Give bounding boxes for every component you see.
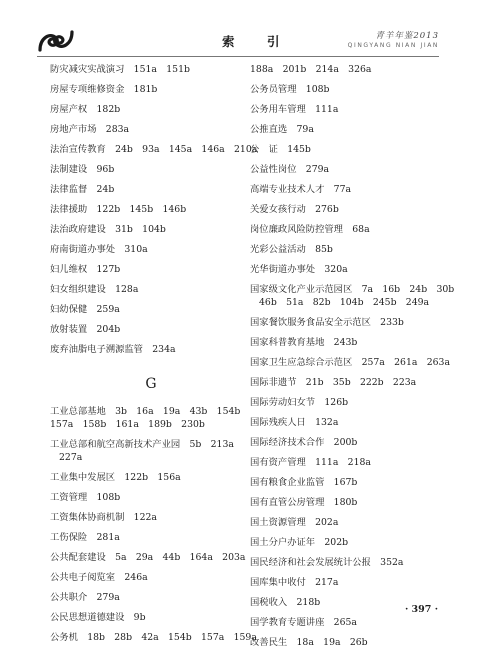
index-column-right bbox=[250, 60, 455, 653]
index-entry: 公务员管理 108b bbox=[250, 84, 330, 96]
index-entry-main: 工业总部基地 3b 16a 19a 43b 154b bbox=[50, 406, 241, 418]
index-entry: 公共配套建设 5a 29a 44b 164a 203a bbox=[50, 552, 246, 564]
index-entry: 公民思想道德建设 9b bbox=[50, 612, 146, 624]
index-entry: 国民经济和社会发展统计公报 352a bbox=[250, 557, 404, 569]
index-entry: 法律援助 122b 145b 146b bbox=[50, 204, 187, 216]
index-entry: 公益性岗位 279a bbox=[250, 164, 330, 176]
index-entry: 妇幼保健 259a bbox=[50, 304, 120, 316]
index-entry: 国际非遗节 21b 35b 222b 223a bbox=[250, 377, 417, 389]
index-entry: 工资集体协商机制 122a bbox=[50, 512, 157, 524]
yearbook-name: 青羊年鉴2013 bbox=[375, 31, 439, 41]
index-entry: 国际经济技术合作 200b bbox=[250, 437, 358, 449]
index-entry: 法制建设 96b bbox=[50, 164, 115, 176]
index-entry: 工资管理 108b bbox=[50, 492, 121, 504]
header-divider bbox=[37, 56, 439, 57]
index-entry: 房屋产权 182b bbox=[50, 104, 121, 116]
index-entry: 国家科普教育基地 243b bbox=[250, 337, 358, 349]
index-entry: 房屋专项维修资金 181b bbox=[50, 84, 158, 96]
index-entry: 岗位廉政风险防控管理 68a bbox=[250, 224, 370, 236]
index-entry-continuation: 46b 51a 82b 104b 245b 249a bbox=[259, 297, 430, 309]
page-title: 索 引 bbox=[222, 34, 290, 49]
index-entry: 工伤保险 281a bbox=[50, 532, 120, 544]
index-entry: 妇儿维权 127b bbox=[50, 264, 121, 276]
index-entry-continuation: 157a 158b 161a 189b 230b bbox=[50, 419, 205, 431]
index-entry: 关爱女孩行动 276b bbox=[250, 204, 339, 216]
index-entry: 妇女组织建设 128a bbox=[50, 284, 139, 296]
yearbook-logo-icon bbox=[36, 28, 76, 54]
index-entry: 高端专业技术人才 77a bbox=[250, 184, 352, 196]
index-entry: 188a 201b 214a 326a bbox=[250, 64, 372, 76]
page-header bbox=[0, 0, 480, 58]
index-entry: 国家卫生应急综合示范区 257a 261a 263a bbox=[250, 357, 451, 369]
index-entry: 公务用车管理 111a bbox=[250, 104, 339, 116]
index-entry-main: 国家级文化产业示范园区 7a 16b 24b 30b bbox=[250, 284, 455, 296]
index-entry: 国际劳动妇女节 126b bbox=[250, 397, 349, 409]
index-entry: 房地产市场 283a bbox=[50, 124, 130, 136]
index-entry: 法治政府建设 31b 104b bbox=[50, 224, 166, 236]
page-number: · 397 · bbox=[404, 604, 438, 615]
index-entry: 国库集中收付 217a bbox=[250, 577, 339, 588]
index-entry: 废弃油脂电子溯源监管 234a bbox=[50, 344, 176, 356]
index-entry: 工业集中发展区 122b 156a bbox=[50, 472, 181, 484]
index-entry: 光华街道办事处 320a bbox=[250, 264, 348, 276]
index-entry: 放射装置 204b bbox=[50, 324, 121, 336]
index-entry: 国学教育专题讲座 265a bbox=[250, 616, 357, 628]
index-entry: 法治宣传教育 24b 93a 145a 146a 210a bbox=[50, 144, 258, 156]
section-heading-g: G bbox=[145, 375, 157, 392]
index-entry: 公 证 145b bbox=[250, 144, 311, 156]
yearbook-mark bbox=[348, 29, 439, 49]
index-entry: 法律监督 24b bbox=[50, 184, 115, 196]
index-entry: 国土资源管理 202a bbox=[250, 517, 339, 529]
index-entry: 防灾减灾实战演习 151a 151b bbox=[50, 64, 190, 76]
index-entry: 光彩公益活动 85b bbox=[250, 244, 333, 256]
index-entry-continuation: 227a bbox=[59, 452, 83, 464]
index-entry: 公推直选 79a bbox=[250, 124, 314, 136]
index-entry: 公共电子阅览室 246a bbox=[50, 572, 148, 584]
yearbook-name-en: QINGYANG NIAN JIAN bbox=[347, 42, 439, 49]
index-entry: 国有粮食企业监管 167b bbox=[250, 477, 358, 489]
index-column-left bbox=[50, 60, 258, 648]
index-entry bbox=[50, 435, 252, 468]
index-entry: 府南街道办事处 310a bbox=[50, 244, 148, 256]
index-entry: 改善民生 18a 19a 26b bbox=[250, 636, 368, 648]
index-entry: 国有资产管理 111a 218a bbox=[250, 457, 371, 469]
index-entry: 国税收入 218b bbox=[250, 596, 321, 608]
index-entry: 公务机 18b 28b 42a 154b 157a 159a bbox=[50, 632, 257, 643]
index-entry: 国际残疾人日 132a bbox=[250, 417, 339, 429]
index-entry: 国家餐饮服务食品安全示范区 233b bbox=[250, 317, 404, 329]
index-entry bbox=[250, 280, 455, 313]
index-entry: 国有直管公房管理 180b bbox=[250, 497, 358, 509]
index-entry bbox=[50, 402, 252, 435]
index-entry: 国土分户办证年 202b bbox=[250, 537, 349, 549]
index-entry: 公共职介 279a bbox=[50, 592, 120, 604]
index-entry-main: 工业总部和航空高新技术产业园 5b 213a bbox=[50, 439, 234, 451]
